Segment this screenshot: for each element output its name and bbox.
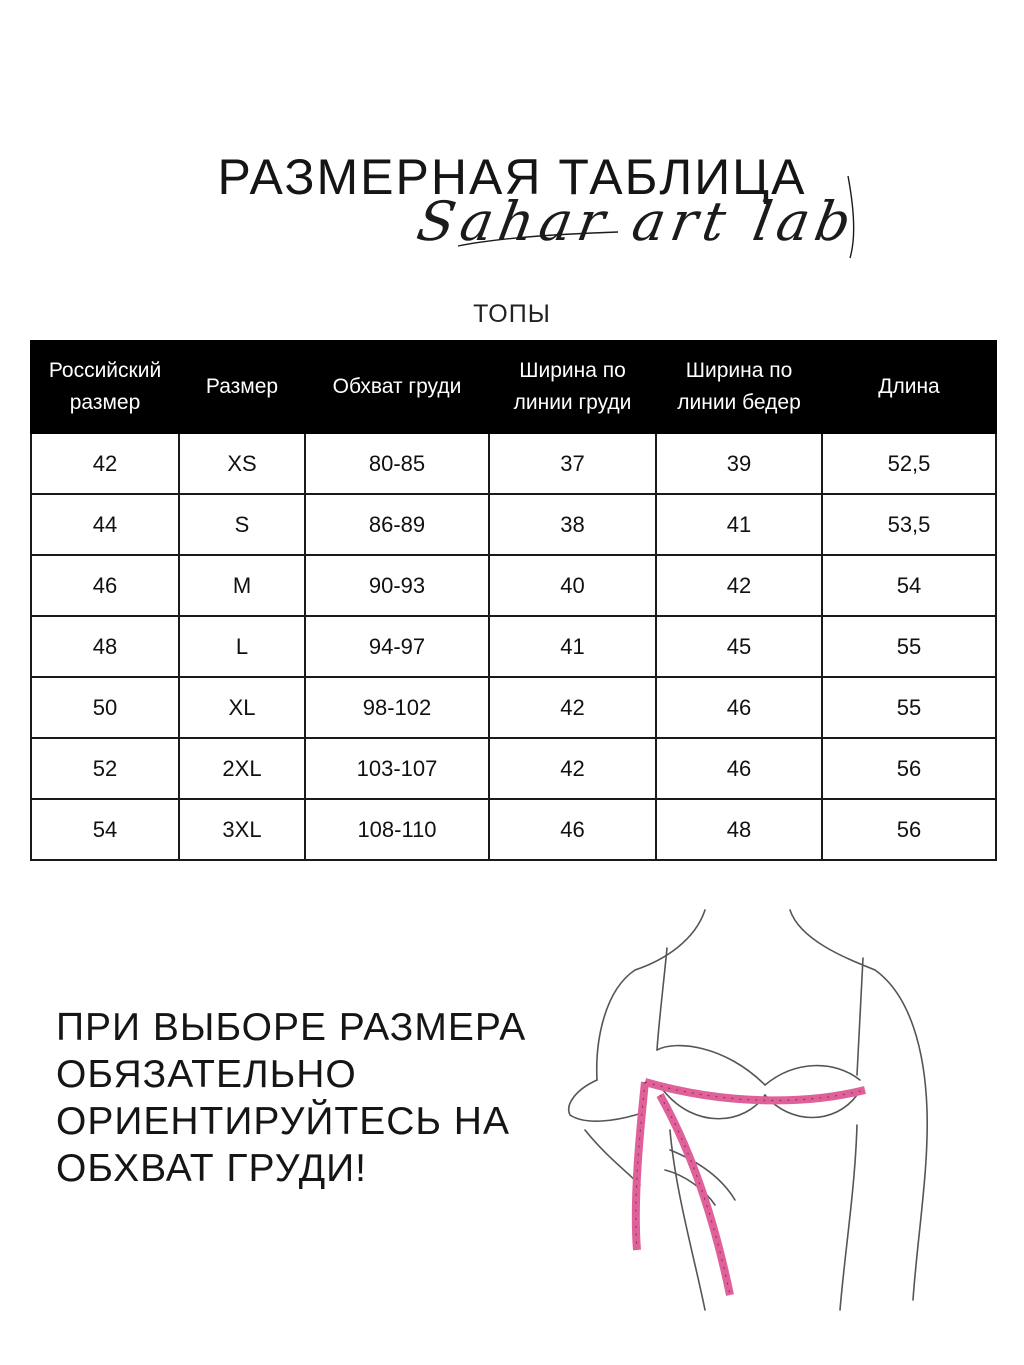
table-subtitle: ТОПЫ xyxy=(473,300,551,328)
table-row xyxy=(31,677,996,738)
column-header: Размер xyxy=(179,341,305,433)
table-cell: 46 xyxy=(656,677,822,738)
table-cell: 55 xyxy=(822,677,996,738)
notice-line: ОБЯЗАТЕЛЬНО xyxy=(56,1053,357,1096)
column-header: Ширина по линии бедер xyxy=(656,341,822,433)
table-cell: 3XL xyxy=(179,799,305,860)
table-cell: 45 xyxy=(656,616,822,677)
table-row xyxy=(31,494,996,555)
table-cell: 40 xyxy=(489,555,656,616)
column-header: Длина xyxy=(822,341,996,433)
notice-line: ПРИ ВЫБОРЕ РАЗМЕРА xyxy=(56,1006,527,1049)
table-cell: 52,5 xyxy=(822,433,996,494)
table-cell: 54 xyxy=(31,799,179,860)
table-cell: S xyxy=(179,494,305,555)
table-cell: 38 xyxy=(489,494,656,555)
table-header-row xyxy=(31,341,996,433)
table-cell: 56 xyxy=(822,738,996,799)
table-cell: 41 xyxy=(489,616,656,677)
table-cell: 42 xyxy=(489,677,656,738)
table-cell: 41 xyxy=(656,494,822,555)
table-cell: M xyxy=(179,555,305,616)
table-cell: 44 xyxy=(31,494,179,555)
column-header: Российский размер xyxy=(31,341,179,433)
table-cell: 53,5 xyxy=(822,494,996,555)
table-cell: 46 xyxy=(489,799,656,860)
brand-name: Sahar art lab xyxy=(412,190,862,253)
column-header: Ширина по линии груди xyxy=(489,341,656,433)
brand-signature xyxy=(412,168,978,278)
table-row xyxy=(31,433,996,494)
table-cell: 48 xyxy=(31,616,179,677)
table-cell: 42 xyxy=(489,738,656,799)
table-cell: 37 xyxy=(489,433,656,494)
table-cell: 42 xyxy=(31,433,179,494)
table-cell: 52 xyxy=(31,738,179,799)
bust-measuring-icon xyxy=(545,900,985,1320)
table-cell: 94-97 xyxy=(305,616,489,677)
table-cell: 108-110 xyxy=(305,799,489,860)
table-cell: 86-89 xyxy=(305,494,489,555)
table-cell: 46 xyxy=(656,738,822,799)
table-cell: 42 xyxy=(656,555,822,616)
size-advice-notice xyxy=(56,1004,616,1192)
table-cell: 39 xyxy=(656,433,822,494)
page-title: РАЗМЕРНАЯ ТАБЛИЦА xyxy=(217,149,807,205)
notice-line: ОБХВАТ ГРУДИ! xyxy=(56,1147,368,1190)
table-cell: 98-102 xyxy=(305,677,489,738)
table-cell: 54 xyxy=(822,555,996,616)
table-cell: 90-93 xyxy=(305,555,489,616)
table-row xyxy=(31,799,996,860)
table-cell: 56 xyxy=(822,799,996,860)
size-table xyxy=(30,340,997,861)
table-row xyxy=(31,616,996,677)
table-cell: XL xyxy=(179,677,305,738)
table-row xyxy=(31,555,996,616)
bust-measuring-tape-illustration xyxy=(545,900,985,1320)
table-cell: 46 xyxy=(31,555,179,616)
table-cell: 55 xyxy=(822,616,996,677)
table-cell: 48 xyxy=(656,799,822,860)
table-cell: XS xyxy=(179,433,305,494)
table-row xyxy=(31,738,996,799)
notice-line: ОРИЕНТИРУЙТЕСЬ НА xyxy=(56,1100,510,1143)
table-cell: 80-85 xyxy=(305,433,489,494)
table-cell: L xyxy=(179,616,305,677)
column-header: Обхват груди xyxy=(305,341,489,433)
table-cell: 103-107 xyxy=(305,738,489,799)
table-cell: 2XL xyxy=(179,738,305,799)
table-cell: 50 xyxy=(31,677,179,738)
